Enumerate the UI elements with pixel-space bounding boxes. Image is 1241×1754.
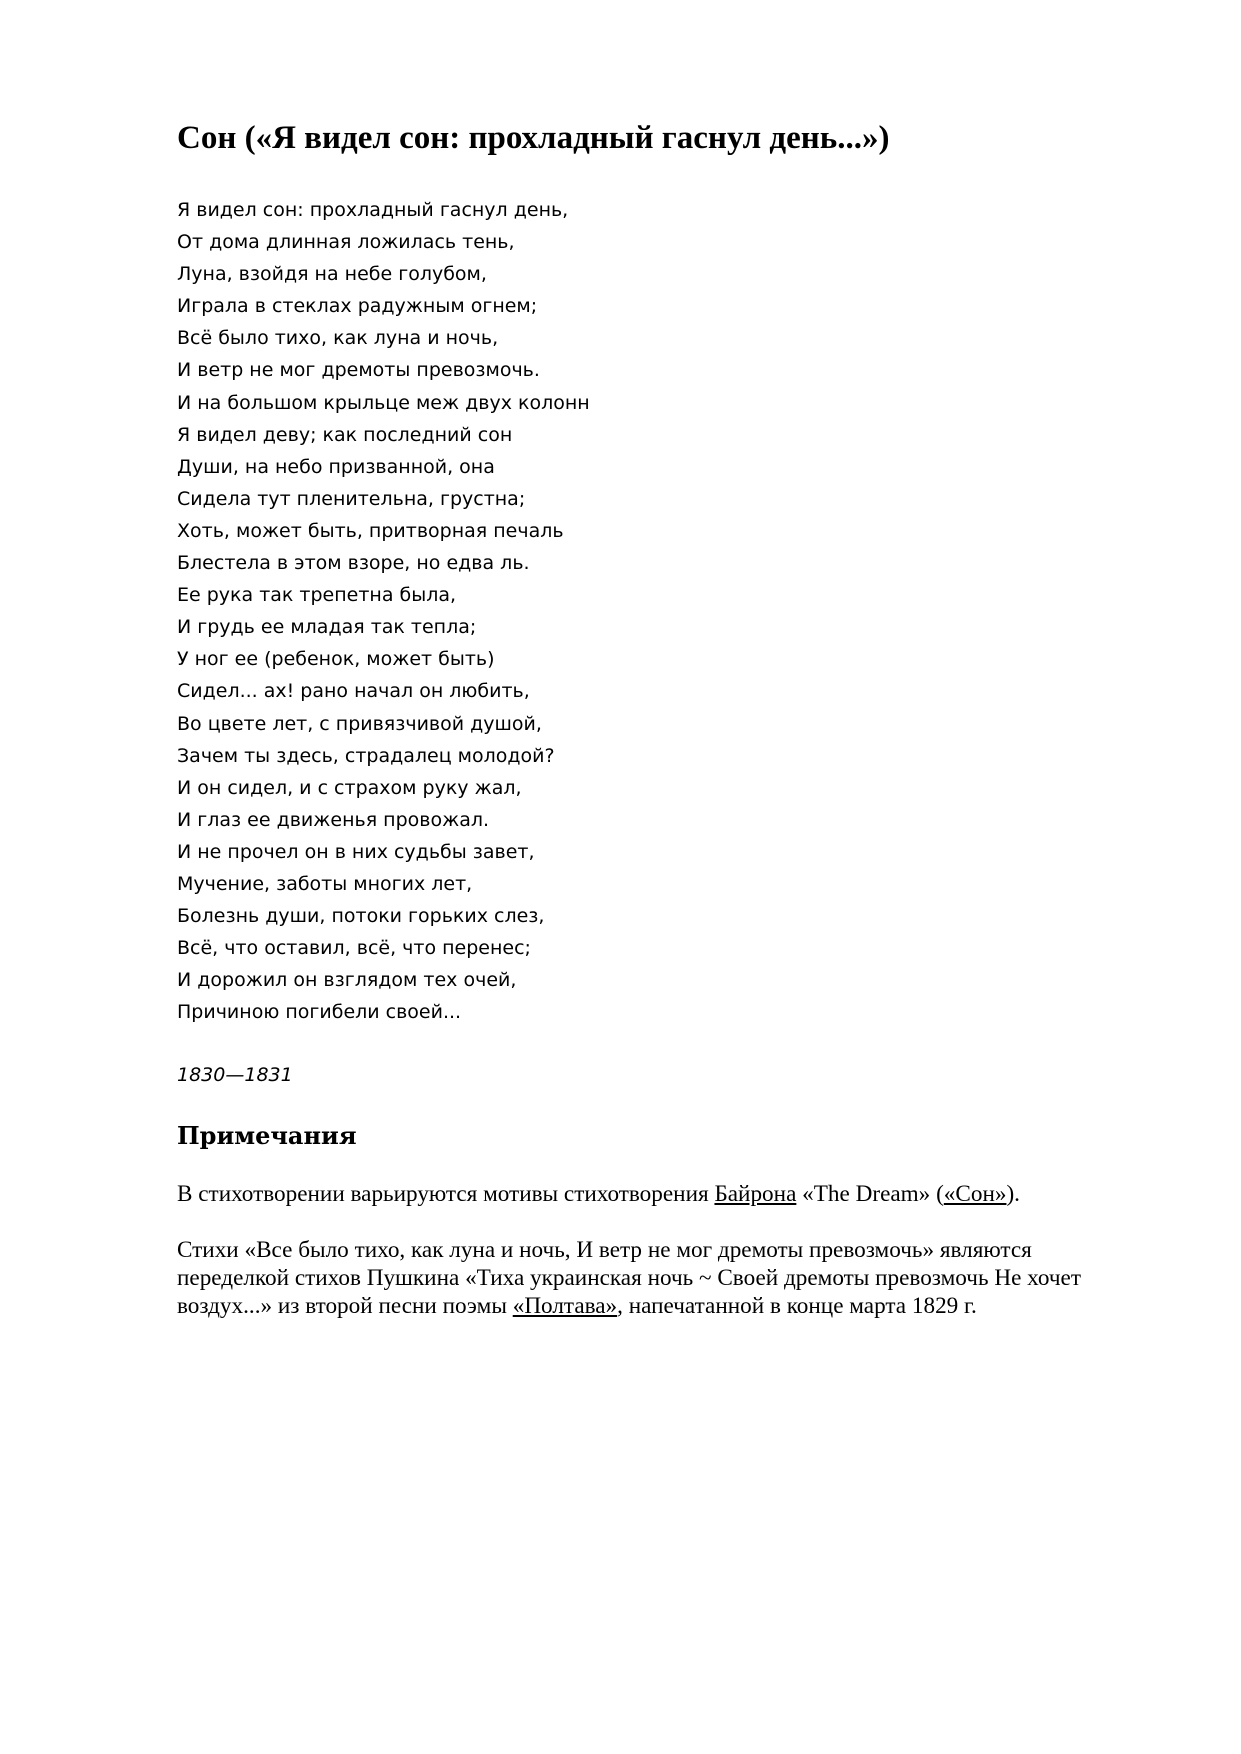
note1-text-after: ). <box>1006 1181 1020 1208</box>
poem-line: Причиною погибели своей... <box>177 1001 462 1024</box>
document-page <box>177 118 1137 1344</box>
link-son[interactable]: «Сон» <box>943 1181 1007 1208</box>
link-poltava[interactable]: «Полтава» <box>512 1293 618 1320</box>
note1-text-before: В стихотворении варьируются мотивы стихотворения <box>177 1181 715 1208</box>
poem-line: Ее рука так трепетна была, <box>177 584 457 607</box>
poem-line: От дома длинная ложилась тень, <box>177 231 515 254</box>
poem-line: И дорожил он взглядом тех очей, <box>177 969 517 992</box>
poem-date: 1830—1831 <box>177 1064 293 1087</box>
poem-line: И он сидел, и с страхом руку жал, <box>177 776 522 799</box>
poem-line: Я видел деву; как последний сон <box>177 423 513 446</box>
notes-heading: Примечания <box>177 1121 357 1151</box>
poem-line: Болезнь души, потоки горьких слез, <box>177 905 545 928</box>
poem-line: Во цвете лет, с привязчивой душой, <box>177 712 542 735</box>
poem-line: И глаз ее движенья провожал. <box>177 808 490 831</box>
note1-text-middle: «The Dream» ( <box>796 1181 944 1208</box>
poem-line: И не прочел он в них судьбы завет, <box>177 840 535 863</box>
note2-text-before: Стихи «Все было тихо, как луна и ночь, И ветр не мог дремоты превозмочь» являются переделкой стихов Пушкина «Тиха украинская ночь ~ Своей дремоты превозмочь Не хочет воздух...» из второй песни поэмы <box>177 1237 1081 1320</box>
poem-line: Всё было тихо, как луна и ночь, <box>177 327 499 350</box>
note2-text-after: , напечатанной в конце марта 1829 г. <box>617 1293 977 1320</box>
poem-line: Я видел сон: прохладный гаснул день, <box>177 199 569 221</box>
poem-line: Зачем ты здесь, страдалец молодой? <box>177 744 555 767</box>
poem-line: Блестела в этом взоре, но едва ль. <box>177 552 530 575</box>
poem-line: Играла в стеклах радужным огнем; <box>177 295 538 318</box>
poem-line: И на большом крыльце меж двух колонн <box>177 391 590 414</box>
poem-line: Всё, что оставил, всё, что перенес; <box>177 937 531 960</box>
poem-line: И ветр не мог дремоты превозмочь. <box>177 359 540 382</box>
page-title: Сон («Я видел сон: прохладный гаснул день...») <box>177 120 890 156</box>
poem-body <box>177 194 1137 1028</box>
poem-line: Сидела тут пленительна, грустна; <box>177 487 526 510</box>
poem-line: Мучение, заботы многих лет, <box>177 872 473 895</box>
poem-line: У ног ее (ребенок, может быть) <box>177 648 495 671</box>
note-paragraph-1 <box>177 1180 1137 1208</box>
poem-line: Сидел... ах! рано начал он любить, <box>177 680 530 703</box>
note-paragraph-2 <box>177 1236 1127 1320</box>
poem-line: Хоть, может быть, притворная печаль <box>177 519 564 542</box>
poem-line: И грудь ее младая так тепла; <box>177 616 477 639</box>
link-byron[interactable]: Байрона <box>714 1181 797 1208</box>
poem-line: Луна, взойдя на небе голубом, <box>177 263 487 286</box>
poem-line: Души, на небо призванной, она <box>177 455 495 478</box>
